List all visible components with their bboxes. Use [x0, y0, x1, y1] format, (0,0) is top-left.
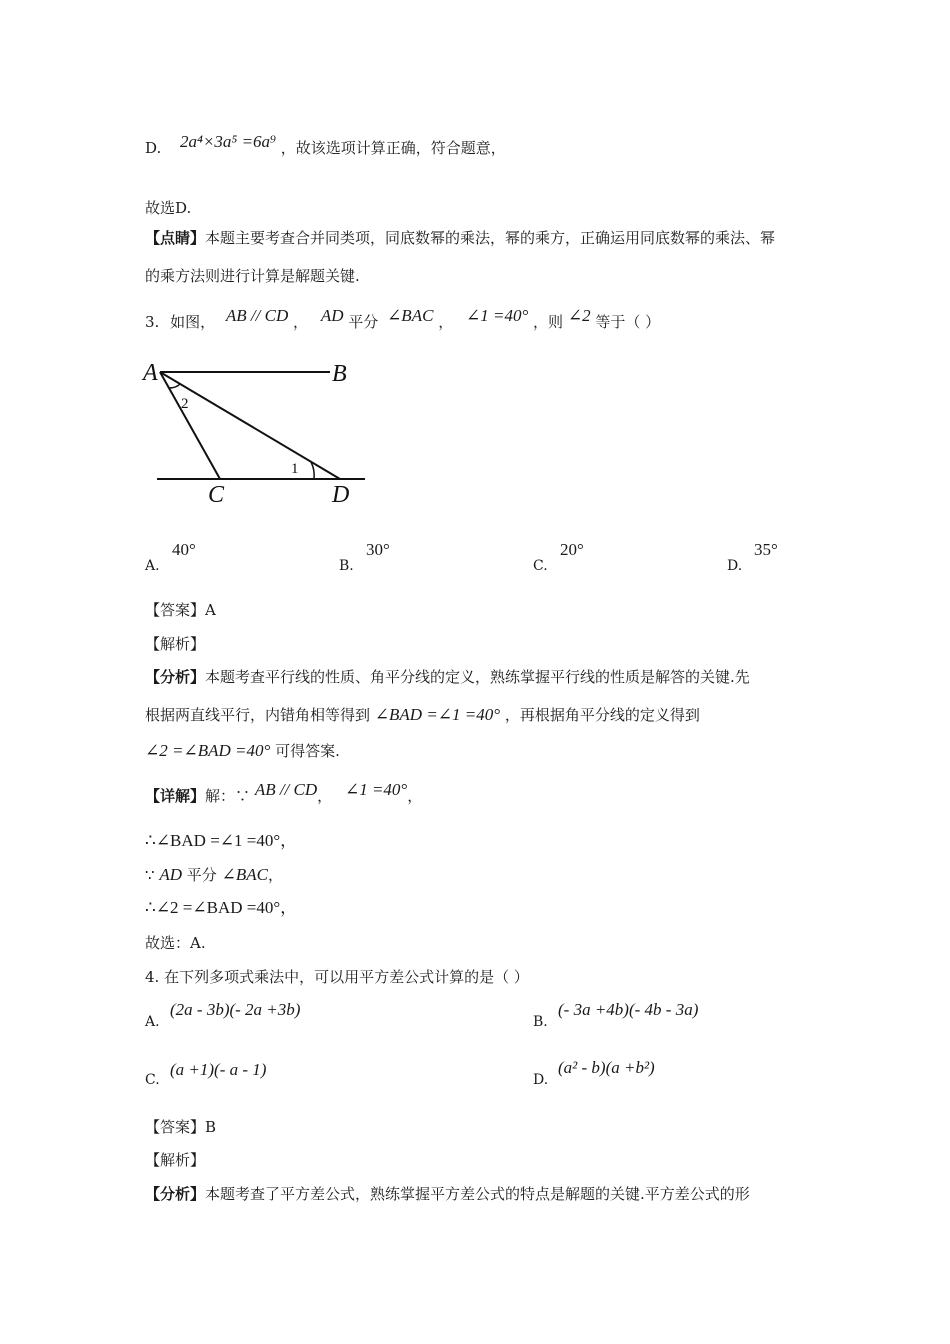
label-c: C	[208, 482, 225, 508]
q3-analysis-heading: 【解析】	[145, 635, 206, 653]
q3-condition-angle2: ∠2	[567, 306, 591, 325]
q4-option-d-value: (a² - b)(a +b²)	[558, 1058, 655, 1077]
q3-number: 3.	[145, 313, 160, 331]
q2-option-d-expression: 2a⁴×3a⁵ =6a⁹	[180, 132, 276, 151]
q3-stem	[145, 306, 661, 332]
q3-stem-2: 平分	[348, 313, 379, 331]
q3-analysis-line-1	[145, 667, 750, 687]
q4-option-a-label: A.	[145, 1014, 160, 1030]
q2-option-d-text: ，故该选项计算正确，符合题意，	[280, 139, 506, 157]
q2-choose: 故选D.	[145, 199, 192, 217]
q3-detail-parallel: AB // CD	[254, 780, 318, 799]
q3-detail-line-1	[145, 780, 423, 806]
label-d: D	[332, 482, 350, 508]
q3-condition-parallel: AB // CD	[225, 306, 289, 325]
q3-stem-4: 等于（ ）	[595, 313, 661, 331]
q3-detail-tag: 【详解】	[145, 787, 206, 805]
q3-detail-ad: AD	[159, 865, 182, 884]
q3-analysis-tag: 【分析】	[145, 668, 206, 686]
q4-option-a-value: (2a - 3b)(- 2a +3b)	[170, 1000, 301, 1019]
q3-option-a-value: 40°	[172, 540, 196, 559]
q3-option-d-value: 35°	[754, 540, 778, 559]
q3-analysis-text-2a: 根据两直线平行，内错角相等得到	[145, 706, 371, 724]
q3-condition-angle-bac: ∠BAC	[387, 306, 434, 325]
q4-stem: 4. 在下列多项式乘法中，可以用平方差公式计算的是（ ）	[145, 968, 529, 986]
angle-2-arc	[169, 384, 180, 388]
q3-option-b-label: B.	[339, 558, 354, 574]
q2-option-d-line	[145, 132, 506, 158]
q4-option-b-label: B.	[533, 1014, 548, 1030]
q3-analysis-line-3	[145, 741, 340, 761]
q2-comment-line-1	[145, 228, 775, 248]
q3-condition-angle1: ∠1 =40°	[466, 306, 529, 325]
q3-sep-1: ，	[293, 313, 309, 331]
q3-analysis-text-1: 本题考查平行线的性质、角平分线的定义，熟练掌握平行线的性质是解答的关键.先	[205, 668, 750, 686]
q4-option-c-label: C.	[145, 1072, 160, 1088]
q3-stem-1: 如图，	[170, 313, 216, 331]
q3-sep-2: ，	[438, 313, 454, 331]
q3-analysis-text-3b: 可得答案.	[275, 742, 340, 760]
q3-option-c-label: C.	[533, 558, 548, 574]
q2-option-d-label: D.	[145, 139, 162, 157]
q3-detail-line-3	[145, 865, 283, 885]
q3-analysis-text-2c: ，再根据角平分线的定义得到	[504, 706, 700, 724]
q3-geometry-figure	[140, 352, 380, 512]
q3-detail-sep-3: ，	[267, 866, 283, 884]
q3-detail-because-2: ∵	[145, 866, 155, 884]
label-angle-2: 2	[181, 396, 189, 412]
q3-option-d-label: D.	[727, 558, 743, 574]
angle-1-arc	[311, 462, 314, 479]
q3-detail-because: 解：∵	[205, 787, 251, 805]
q4-option-b-value: (- 3a +4b)(- 4b - 3a)	[558, 1000, 699, 1019]
q3-detail-sep-2: ，	[407, 787, 423, 805]
q3-detail-bisects: 平分	[186, 866, 217, 884]
q3-analysis-line-2	[145, 705, 700, 725]
q4-analysis-text-1: 本题考查了平方差公式，熟练掌握平方差公式的特点是解题的关键.平方差公式的形	[205, 1185, 750, 1203]
q3-analysis-equation-1: ∠BAD =∠1 =40°	[374, 705, 501, 724]
label-b: B	[332, 361, 347, 387]
q2-comment-line-2: 的乘方法则进行计算是解题关键.	[145, 267, 360, 285]
q3-detail-angle-bac: ∠BAC	[221, 865, 268, 884]
q3-detail-line-4: ∴∠2 =∠BAD =40°，	[145, 898, 298, 917]
q3-stem-3: ，则	[533, 313, 564, 331]
q3-condition-ad: AD	[320, 306, 344, 325]
q4-analysis-tag: 【分析】	[145, 1185, 206, 1203]
q3-detail-sep: ，	[317, 787, 333, 805]
label-angle-1: 1	[291, 461, 299, 477]
q3-option-b-value: 30°	[366, 540, 390, 559]
q4-option-c-value: (a +1)(- a - 1)	[170, 1060, 267, 1079]
q2-comment-text-1: 本题主要考查合并同类项，同底数幂的乘法，幂的乘方，正确运用同底数幂的乘法、幂	[205, 229, 776, 247]
q2-comment-tag: 【点睛】	[145, 229, 206, 247]
q4-analysis-heading: 【解析】	[145, 1151, 206, 1169]
q3-option-a-label: A.	[145, 558, 160, 574]
q4-option-d-label: D.	[533, 1072, 549, 1088]
q3-option-c-value: 20°	[560, 540, 584, 559]
q3-analysis-equation-2: ∠2 =∠BAD =40°	[145, 741, 271, 760]
q3-detail-angle1: ∠1 =40°	[344, 780, 408, 799]
q3-answer: 【答案】A	[145, 601, 216, 619]
label-a: A	[143, 360, 158, 386]
segment-ad	[160, 372, 340, 479]
q4-analysis-line-1	[145, 1184, 750, 1204]
q4-answer: 【答案】B	[145, 1118, 217, 1136]
q3-detail-line-2: ∴∠BAD =∠1 =40°，	[145, 831, 298, 850]
q3-detail-line-5: 故选：A.	[145, 934, 206, 952]
